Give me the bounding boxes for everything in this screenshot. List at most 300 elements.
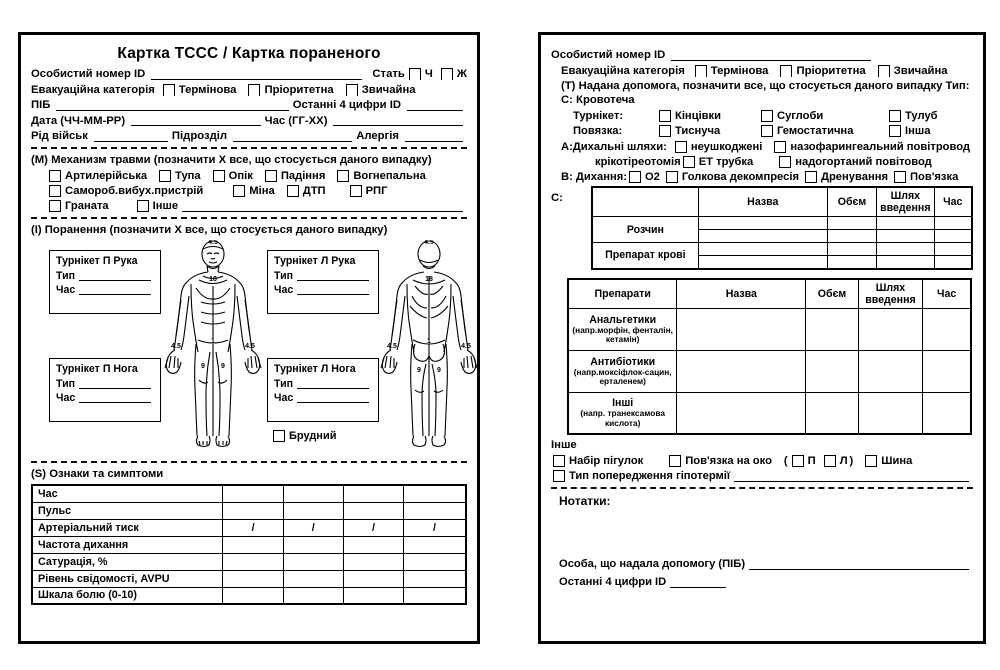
mechanism-rpg-checkbox[interactable] <box>350 185 362 197</box>
table-row <box>568 350 971 392</box>
vitals-cell[interactable]: / <box>404 519 466 536</box>
name-row <box>31 99 467 111</box>
branch-input[interactable] <box>94 131 168 142</box>
r-personal-id-row <box>551 49 973 61</box>
mechanism-other-input[interactable] <box>182 201 463 212</box>
tourniquet-right-leg-type-label: Тип <box>56 378 75 390</box>
provider-last4-input[interactable] <box>670 577 726 588</box>
symptoms-heading: (S) Ознаки та симптоми <box>31 468 164 480</box>
r-evac-priority-checkbox[interactable] <box>780 65 792 77</box>
tourniquet-left-arm-type-label: Тип <box>274 270 293 282</box>
bandage-hemostatic-label: Гемостатична <box>777 125 854 137</box>
meds-antibiotics-sub: (напр.моксіфлок-сацин, ерталенем) <box>573 366 672 386</box>
tourniquet-row <box>551 110 973 122</box>
vitals-cell[interactable] <box>404 553 466 570</box>
hypothermia-input[interactable] <box>734 471 969 482</box>
other-eye-shield-checkbox[interactable] <box>669 455 681 467</box>
meds-row-other-label <box>568 392 677 434</box>
tourniquet-right-leg-time-label: Час <box>56 392 76 404</box>
vitals-cell[interactable]: / <box>343 519 403 536</box>
mechanism-mine-checkbox[interactable] <box>233 185 245 197</box>
tourniquet-left-leg-time-input[interactable] <box>297 393 369 403</box>
breathing-needle-d-label: Голкова декомпресія <box>681 171 799 183</box>
r-evac-routine-checkbox[interactable] <box>878 65 890 77</box>
circulation-heading: C: Кровотеча <box>561 94 635 106</box>
vitals-label-avpu: Рівень свідомості, AVPU <box>32 570 223 587</box>
evac-urgent-checkbox[interactable] <box>163 84 175 96</box>
mechanism-rpg-label: РПГ <box>365 185 388 197</box>
tourniquet-left-leg-box[interactable] <box>267 358 379 422</box>
personal-id-row <box>31 68 467 80</box>
breathing-chest-tube[interactable] <box>803 171 888 183</box>
tourniquet-right-arm-title: Турнікет П Рука <box>56 255 138 267</box>
mechanism-blunt-label: Тупа <box>175 170 201 182</box>
fluids-cell[interactable] <box>827 243 876 256</box>
bandage-pressure-checkbox[interactable] <box>659 125 671 137</box>
other-eye-shield-label: Пов'язка на око <box>685 455 772 467</box>
name-label: ПІБ <box>31 99 51 111</box>
breathing-o2-label: О2 <box>644 171 660 183</box>
vitals-cell[interactable] <box>283 536 343 553</box>
bandage-other-label: Інша <box>905 125 931 137</box>
mechanism-grenade-checkbox[interactable] <box>49 200 61 212</box>
meds-cell[interactable] <box>677 308 806 350</box>
evac-priority-checkbox[interactable] <box>248 84 260 96</box>
hypothermia-checkbox[interactable] <box>553 470 565 482</box>
vitals-cell[interactable] <box>343 502 403 519</box>
mechanism-artillery-checkbox[interactable] <box>49 170 61 182</box>
burn-percent-torso: 18 <box>209 276 217 283</box>
body-diagram-back[interactable] <box>379 240 479 452</box>
airway-supraglottic-checkbox[interactable] <box>779 156 791 168</box>
personal-id-input[interactable] <box>151 69 362 80</box>
airway-row-1 <box>551 141 973 153</box>
fluids-header-time: Час <box>934 187 972 217</box>
branch-label: Рід військ <box>31 130 88 142</box>
mechanism-grenade[interactable] <box>47 200 109 212</box>
burn-percent-leg-left: 9 <box>221 363 225 370</box>
tourniquet-left-leg-type-input[interactable] <box>297 379 369 389</box>
meds-antibiotics-name: Антибіотики <box>590 355 656 368</box>
vitals-cell[interactable] <box>343 570 403 587</box>
fluids-cell[interactable] <box>698 256 827 269</box>
fluids-cell[interactable] <box>934 256 972 269</box>
tourniquet-left-leg-title: Турнікет Л Нога <box>274 363 356 375</box>
r-evac-routine-label: Звичайна <box>893 64 948 77</box>
burn-percent-head-back: 4.5 <box>424 240 434 246</box>
bandage-label: Повязка: <box>573 125 623 137</box>
fluids-header-name: Назва <box>698 187 827 217</box>
mechanism-blunt-checkbox[interactable] <box>159 170 171 182</box>
tourniquet-right-arm-time-input[interactable] <box>79 285 151 295</box>
tourniquet-left-arm-box[interactable] <box>267 250 379 314</box>
tourniquet-left-leg-time-label: Час <box>274 392 294 404</box>
sex-male-label: Ч <box>424 68 433 80</box>
vitals-cell[interactable] <box>223 485 283 502</box>
meds-analgesics-sub: (напр.морфін, фенталін, кетамін) <box>572 324 673 344</box>
breathing-needle-d[interactable] <box>664 171 799 183</box>
other-row-1 <box>551 455 973 467</box>
divider-notes <box>551 487 973 489</box>
tourniquet-right-leg-time-input[interactable] <box>79 393 151 403</box>
tourniquet-left-arm-time-label: Час <box>274 284 294 296</box>
vitals-cell[interactable] <box>223 502 283 519</box>
provider-label: Особа, що надала допомогу (ПІБ) <box>559 558 746 570</box>
bandage-other-checkbox[interactable] <box>889 125 901 137</box>
tq-extremity-label: Кінцівки <box>675 110 722 122</box>
tourniquet-left-arm-title: Турнікет Л Рука <box>274 255 356 267</box>
breathing-needle-d-checkbox[interactable] <box>666 171 678 183</box>
meds-header-name: Назва <box>677 279 806 309</box>
airway-cric-label: крікотіреотомія <box>595 156 681 168</box>
breathing-o2[interactable] <box>627 171 660 183</box>
other-splint-label: Шина <box>881 455 913 467</box>
mechanism-mva[interactable] <box>285 185 326 197</box>
other-splint[interactable] <box>863 455 912 467</box>
evac-routine-label: Звичайна <box>361 83 416 96</box>
meds-row-analgesics-label <box>568 308 677 350</box>
breathing-o2-checkbox[interactable] <box>629 171 641 183</box>
tourniquet-right-leg-title: Турнікет П Нога <box>56 363 138 375</box>
time-label: Час (ГГ-ХХ) <box>264 114 328 127</box>
meds-cell[interactable] <box>806 392 858 434</box>
airway-npa-label: назофарингеальний повітровод <box>790 141 971 153</box>
tq-truncal[interactable] <box>887 110 938 122</box>
r-evac-urgent-label: Термінова <box>710 64 769 77</box>
medications-table <box>567 278 972 436</box>
breathing-chest-tube-checkbox[interactable] <box>805 171 817 183</box>
mechanism-fall-label: Падіння <box>280 170 326 182</box>
table-row <box>568 308 971 350</box>
mechanism-gunshot-checkbox[interactable] <box>337 170 349 182</box>
fluids-header-volume: Обєм <box>827 187 876 217</box>
breathing-seal-checkbox[interactable] <box>894 171 906 183</box>
bandage-hemostatic-checkbox[interactable] <box>761 125 773 137</box>
vitals-label-resp: Частота дихання <box>32 536 223 553</box>
other-heading: Інше <box>551 439 577 451</box>
other-splint-checkbox[interactable] <box>865 455 877 467</box>
injury-heading: (I) Поранення (позначити Х все, що стосується даного випадку) <box>31 224 388 236</box>
evac-category-row <box>31 84 467 96</box>
vitals-cell[interactable] <box>343 485 403 502</box>
vitals-cell[interactable] <box>404 485 466 502</box>
table-row <box>592 243 972 256</box>
other-pills[interactable] <box>551 455 643 467</box>
date-label: Дата (ЧЧ-ММ-РР) <box>31 114 126 127</box>
tourniquet-left-arm-type-input[interactable] <box>297 271 369 281</box>
mechanism-fall-checkbox[interactable] <box>265 170 277 182</box>
dirty-label: Брудний <box>289 430 337 442</box>
tq-extremity[interactable] <box>657 110 749 122</box>
mechanism-heading: (M) Механизм травми (позначити Х все, що стосується даного випадку) <box>31 154 432 166</box>
bandage-pressure-label: Тиснуча <box>675 125 721 137</box>
mechanism-gunshot[interactable] <box>335 170 426 182</box>
unit-input[interactable] <box>233 131 352 142</box>
airway-npa-checkbox[interactable] <box>774 141 786 153</box>
fluids-cell[interactable] <box>827 217 876 230</box>
meds-cell[interactable] <box>923 350 971 392</box>
other-pills-label: Набір пігулок <box>569 455 644 467</box>
vitals-label-time: Час <box>32 485 223 502</box>
r-evac-category-row <box>551 65 973 77</box>
fluids-cell[interactable] <box>827 256 876 269</box>
mechanism-burn-checkbox[interactable] <box>213 170 225 182</box>
fluids-row-solution-label: Розчин <box>592 217 698 243</box>
burn-percent-hand-left-back: 4.5 <box>461 343 471 350</box>
dirty-checkbox[interactable] <box>273 430 285 442</box>
r-evac-urgent-checkbox[interactable] <box>695 65 707 77</box>
tq-junctional-checkbox[interactable] <box>761 110 773 122</box>
vitals-cell[interactable] <box>283 485 343 502</box>
airway-supraglottic-label: надогортаний повітовод <box>795 156 932 168</box>
bandage-row <box>551 125 973 137</box>
evac-category-label: Евакуаційна категорія <box>31 83 155 96</box>
eye-right-checkbox[interactable] <box>792 455 804 467</box>
vitals-cell[interactable]: / <box>283 519 343 536</box>
vitals-cell[interactable] <box>283 553 343 570</box>
fluids-cell[interactable] <box>877 230 934 243</box>
meds-other-name: Інші <box>612 397 634 410</box>
breathing-label: B: Дихання: <box>561 171 627 183</box>
airway-ett-label: ЕТ трубка <box>698 156 754 168</box>
vitals-label-pulse: Пульс <box>32 502 223 519</box>
mechanism-grenade-label: Граната <box>65 200 109 212</box>
mechanism-other-checkbox[interactable] <box>137 200 149 212</box>
table-row <box>32 502 466 519</box>
vitals-cell[interactable] <box>343 553 403 570</box>
breathing-chest-tube-label: Дренування <box>820 171 888 183</box>
time-input[interactable] <box>333 115 463 126</box>
hypothermia-label: Тип попередження гіпотермії <box>569 470 731 482</box>
date-input[interactable] <box>131 115 261 126</box>
mechanism-fall[interactable] <box>263 170 326 182</box>
eye-right-label: П <box>807 455 816 467</box>
vitals-cell[interactable] <box>223 536 283 553</box>
fluids-header-route: Шлях введення <box>877 187 934 217</box>
tq-truncal-checkbox[interactable] <box>889 110 901 122</box>
other-eye-shield[interactable] <box>667 455 772 467</box>
provider-last4-label: Останні 4 цифри ID <box>559 576 667 588</box>
tccc-card-page-right <box>538 32 986 644</box>
vitals-cell[interactable] <box>404 587 466 604</box>
meds-cell[interactable] <box>806 350 858 392</box>
sex-label: Стать <box>372 68 405 80</box>
r-personal-id-input[interactable] <box>671 50 871 61</box>
mechanism-burn[interactable] <box>211 170 253 182</box>
eye-paren-open: ( <box>783 455 788 467</box>
fluids-cell[interactable] <box>827 230 876 243</box>
bandage-other[interactable] <box>887 125 930 137</box>
table-row <box>32 587 466 604</box>
mechanism-ied[interactable] <box>47 185 203 197</box>
eye-left-checkbox[interactable] <box>824 455 836 467</box>
provider-row <box>551 558 973 570</box>
vitals-cell[interactable] <box>283 570 343 587</box>
fluids-cell[interactable] <box>698 217 827 230</box>
vitals-cell[interactable] <box>283 502 343 519</box>
fluids-cell[interactable] <box>877 217 934 230</box>
meds-cell[interactable] <box>923 392 971 434</box>
tourniquet-label: Турнікет: <box>573 110 624 122</box>
tourniquet-left-arm-time-input[interactable] <box>297 285 369 295</box>
burn-percent-groin: 1 <box>211 338 215 345</box>
other-pills-checkbox[interactable] <box>553 455 565 467</box>
burn-percent-groin-back: 1 <box>427 338 431 345</box>
tourniquet-right-arm-box[interactable] <box>49 250 161 314</box>
airway-supraglottic[interactable] <box>777 156 932 168</box>
table-header-row <box>568 279 971 309</box>
mechanism-rpg[interactable] <box>348 185 388 197</box>
vitals-table <box>31 484 467 605</box>
meds-cell[interactable] <box>858 392 922 434</box>
meds-header-time: Час <box>923 279 971 309</box>
fluids-section <box>551 186 973 270</box>
meds-header-route: Шлях введення <box>858 279 922 309</box>
bandage-pressure[interactable] <box>657 125 749 137</box>
meds-header-drugs: Препарати <box>568 279 677 309</box>
vitals-label-spo2: Сатурація, % <box>32 553 223 570</box>
mechanism-blunt[interactable] <box>157 170 201 182</box>
fluids-cell[interactable] <box>877 256 934 269</box>
burn-percent-leg-right: 9 <box>201 363 205 370</box>
r-personal-id-label: Особистий номер ID <box>551 49 666 61</box>
meds-analgesics-name: Анальгетики <box>589 313 657 326</box>
provider-last4-row <box>551 576 973 588</box>
fluids-cell[interactable] <box>698 230 827 243</box>
vitals-cell[interactable] <box>404 536 466 553</box>
dirty-checkbox-group[interactable] <box>271 430 336 442</box>
unit-row <box>31 130 467 142</box>
table-header-row <box>592 187 972 217</box>
mechanism-artillery[interactable] <box>47 170 147 182</box>
burn-percent-head: 4.5 <box>208 240 218 246</box>
vitals-cell[interactable] <box>343 587 403 604</box>
treatment-heading: (T) Надана допомога, позначити все, що стосується даного випадку Тип: <box>561 80 970 92</box>
tccc-card-page-left <box>18 32 480 644</box>
fluids-cell[interactable] <box>934 243 972 256</box>
meds-cell[interactable] <box>858 308 922 350</box>
airway-intact-label: неушкоджені <box>690 141 763 153</box>
tq-extremity-checkbox[interactable] <box>659 110 671 122</box>
fluids-cell[interactable] <box>934 230 972 243</box>
table-row <box>32 536 466 553</box>
last4-id-input[interactable] <box>407 100 463 111</box>
tourniquet-right-arm-type-input[interactable] <box>79 271 151 281</box>
date-time-row <box>31 115 467 127</box>
fluids-table <box>591 186 973 270</box>
tourniquet-right-leg-type-input[interactable] <box>79 379 151 389</box>
table-row <box>32 553 466 570</box>
allergy-input[interactable] <box>405 131 463 142</box>
meds-cell[interactable] <box>858 350 922 392</box>
personal-id-label: Особистий номер ID <box>31 68 146 80</box>
vitals-cell[interactable] <box>343 536 403 553</box>
breathing-seal[interactable] <box>892 171 958 183</box>
mechanism-other-label: Інше <box>152 200 179 212</box>
vitals-cell[interactable] <box>223 570 283 587</box>
airway-row-2 <box>551 156 973 168</box>
airway-intact[interactable] <box>673 141 763 153</box>
vitals-label-pain: Шкала болю (0-10) <box>32 587 223 604</box>
burn-percent-torso-back: 18 <box>425 276 433 283</box>
fluids-cell[interactable] <box>698 243 827 256</box>
airway-intact-checkbox[interactable] <box>675 141 687 153</box>
tq-junctional-label: Суглоби <box>777 110 824 122</box>
vitals-cell[interactable]: / <box>223 519 283 536</box>
body-diagram-front[interactable] <box>163 240 263 452</box>
mechanism-burn-label: Опік <box>228 170 253 182</box>
last4-id-label: Останні 4 цифри ID <box>292 99 401 111</box>
evac-priority-label: Пріоритетна <box>264 83 334 96</box>
vitals-cell[interactable] <box>283 587 343 604</box>
table-row <box>568 392 971 434</box>
r-evac-priority-label: Пріоритетна <box>796 64 866 77</box>
breathing-row <box>551 171 973 183</box>
sex-male-checkbox[interactable] <box>409 68 421 80</box>
divider-symptoms <box>31 461 467 463</box>
tq-junctional[interactable] <box>759 110 877 122</box>
divider-injury <box>31 217 467 219</box>
notes-heading: Нотатки: <box>559 494 611 508</box>
provider-input[interactable] <box>749 559 969 570</box>
airway-ett[interactable] <box>681 156 754 168</box>
divider-mechanism <box>31 147 467 149</box>
vitals-cell[interactable] <box>223 587 283 604</box>
fluids-cell[interactable] <box>934 217 972 230</box>
mechanism-row-3 <box>31 200 467 212</box>
r-evac-category-label: Евакуаційна категорія <box>561 64 685 77</box>
name-input[interactable] <box>56 100 288 111</box>
mechanism-other[interactable] <box>135 200 467 212</box>
meds-cell[interactable] <box>806 308 858 350</box>
meds-header-volume: Обєм <box>806 279 858 309</box>
meds-cell[interactable] <box>677 392 806 434</box>
tourniquet-right-leg-box[interactable] <box>49 358 161 422</box>
mechanism-row-2 <box>31 185 467 197</box>
vitals-cell[interactable] <box>404 502 466 519</box>
vitals-label-bp: Артеріальний тиск <box>32 519 223 536</box>
sex-female-checkbox[interactable] <box>441 68 453 80</box>
burn-percent-hand-right: 4.5 <box>171 343 181 350</box>
evac-routine-checkbox[interactable] <box>346 84 358 96</box>
meds-cell[interactable] <box>923 308 971 350</box>
vitals-cell[interactable] <box>223 553 283 570</box>
mechanism-artillery-label: Артилерійська <box>65 170 148 182</box>
tourniquet-right-arm-time-label: Час <box>56 284 76 296</box>
burn-percent-hand-left: 4.5 <box>245 343 255 350</box>
mechanism-ied-checkbox[interactable] <box>49 185 61 197</box>
airway-ett-checkbox[interactable] <box>683 156 695 168</box>
mechanism-mva-label: ДТП <box>302 185 326 197</box>
meds-cell[interactable] <box>677 350 806 392</box>
airway-npa[interactable] <box>772 141 970 153</box>
injury-diagram-area <box>31 240 471 456</box>
fluids-cell[interactable] <box>877 243 934 256</box>
mechanism-mine[interactable] <box>231 185 274 197</box>
bandage-hemostatic[interactable] <box>759 125 877 137</box>
vitals-cell[interactable] <box>404 570 466 587</box>
mechanism-mva-checkbox[interactable] <box>287 185 299 197</box>
burn-percent-hand-right-back: 4.5 <box>387 343 397 350</box>
mechanism-ied-label: Самороб.вибух.пристрій <box>65 185 204 197</box>
mechanism-gunshot-label: Вогнепальна <box>353 170 426 182</box>
notes-input-area[interactable] <box>551 508 973 552</box>
tourniquet-left-leg-type-label: Тип <box>274 378 293 390</box>
eye-paren-close: ) <box>849 455 854 467</box>
mechanism-mine-label: Міна <box>249 185 275 197</box>
table-row <box>592 217 972 230</box>
other-row-2 <box>551 470 973 482</box>
